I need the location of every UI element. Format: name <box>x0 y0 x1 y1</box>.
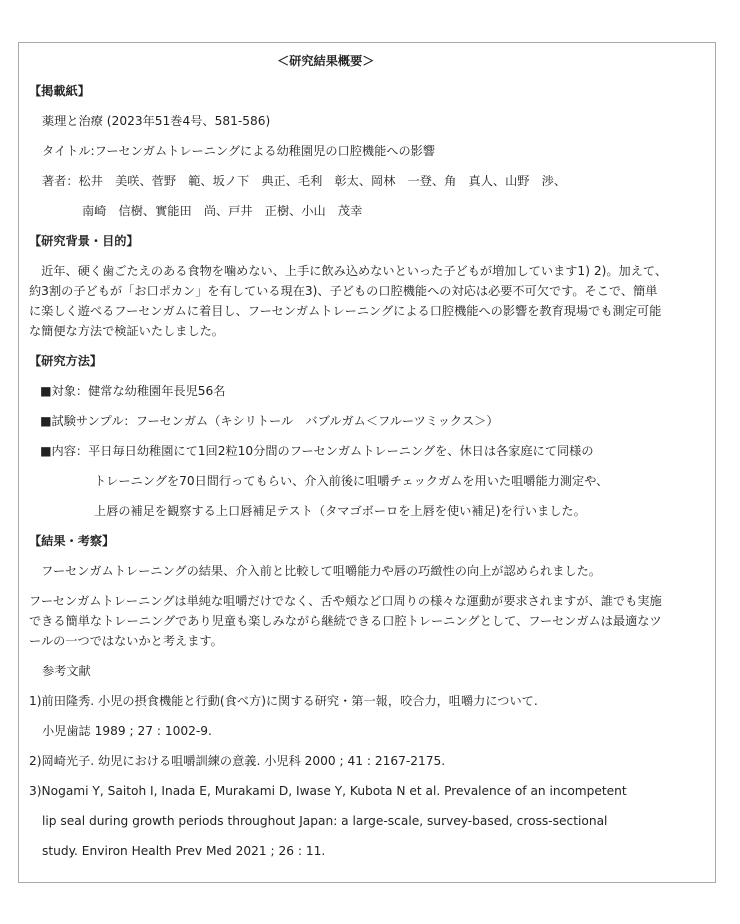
method-subject: ■対象：健常な幼稚園年長児56名 <box>40 384 226 398</box>
results-line-3: できる簡単なトレーニングであり児童も楽しみながら継続できる口腔トレーニングとして、フーセンガムは最適なツ <box>29 614 662 628</box>
reference-3-line-3: study. Environ Health Prev Med 2021 ; 26 : 11. <box>42 844 326 858</box>
background-line-4: な簡便な方法で検証いたしました。 <box>29 324 224 338</box>
reference-3-line-1: 3)Nogami Y, Saitoh I, Inada E, Murakami D, Iwase Y, Kubota N et al. Prevalence of an incompetent <box>29 784 627 798</box>
background-line-1: 近年、硬く歯ごたえのある食物を噛めない、上手に飲み込めないといった子どもが増加しています1) 2)。加えて、 <box>29 264 668 278</box>
method-content-line-3: 上唇の補足を観察する上口唇補足テスト（タマゴボーロを上唇を使い補足)を行いました。 <box>94 504 586 518</box>
method-content-line-1: ■内容：平日毎日幼稚園にて1回2粒10分間のフーセンガムトレーニングを、休日は各家庭にて同様の <box>40 444 594 458</box>
results-line-4: ールの一つではないかと考えます。 <box>29 634 223 648</box>
background-line-3: に楽しく遊べるフーセンガムに着目し、フーセンガムトレーニングによる口腔機能への影響を教育現場でも測定可能 <box>29 304 662 318</box>
page-title: ＜研究結果概要＞ <box>277 54 375 68</box>
results-line-1: フーセンガムトレーニングの結果、介入前と比較して咀嚼能力や唇の巧緻性の向上が認められました。 <box>29 564 601 578</box>
reference-3-line-2: lip seal during growth periods throughout Japan: a large-scale, survey-based, cross-sectional <box>42 814 608 828</box>
method-heading: 【研究方法】 <box>29 354 103 368</box>
method-content-line-2: トレーニングを70日間行ってもらい、介入前後に咀嚼チェックガムを用いた咀嚼能力測定や、 <box>94 474 609 488</box>
background-line-2: 約3割の子どもが「お口ポカン」を有している現在3)、子どもの口腔機能への対応は必要不可欠です。そこで、簡単 <box>29 284 658 298</box>
authors-line-1: 著者：松井 美咲、菅野 範、坂ノ下 典正、毛利 彰太、岡林 一登、角 真人、山野 渉、 <box>42 174 567 188</box>
journal-citation: 薬理と治療 (2023年51巻4号、581-586) <box>42 114 271 128</box>
reference-2: 2)岡崎光子. 幼児における咀嚼訓練の意義. 小児科 2000 ; 41 : 2167-2175. <box>29 754 446 768</box>
results-line-2: フーセンガムトレーニングは単純な咀嚼だけでなく、舌や頬など口周りの様々な運動が要求されますが、誰でも実施 <box>29 594 662 608</box>
reference-1-line-2: 小児歯誌 1989 ; 27 : 1002-9. <box>42 724 212 738</box>
publication-heading: 【掲載紙】 <box>29 84 90 98</box>
reference-1-line-1: 1)前田隆秀. 小児の摂食機能と行動(食べ方)に関する研究・第一報，咬合力，咀嚼力について. <box>29 694 538 708</box>
authors-line-2: 南崎 信樹、實能田 尚、戸井 正樹、小山 茂幸 <box>82 204 363 218</box>
results-heading: 【結果・考察】 <box>29 534 115 548</box>
method-sample: ■試験サンプル：フーセンガム（キシリトール バブルガム＜フルーツミックス＞） <box>40 414 499 428</box>
background-heading: 【研究背景・目的】 <box>29 234 139 248</box>
references-heading: 参考文献 <box>42 664 91 678</box>
article-title: タイトル:フーセンガムトレーニングによる幼稚園児の口腔機能への影響 <box>42 144 436 158</box>
